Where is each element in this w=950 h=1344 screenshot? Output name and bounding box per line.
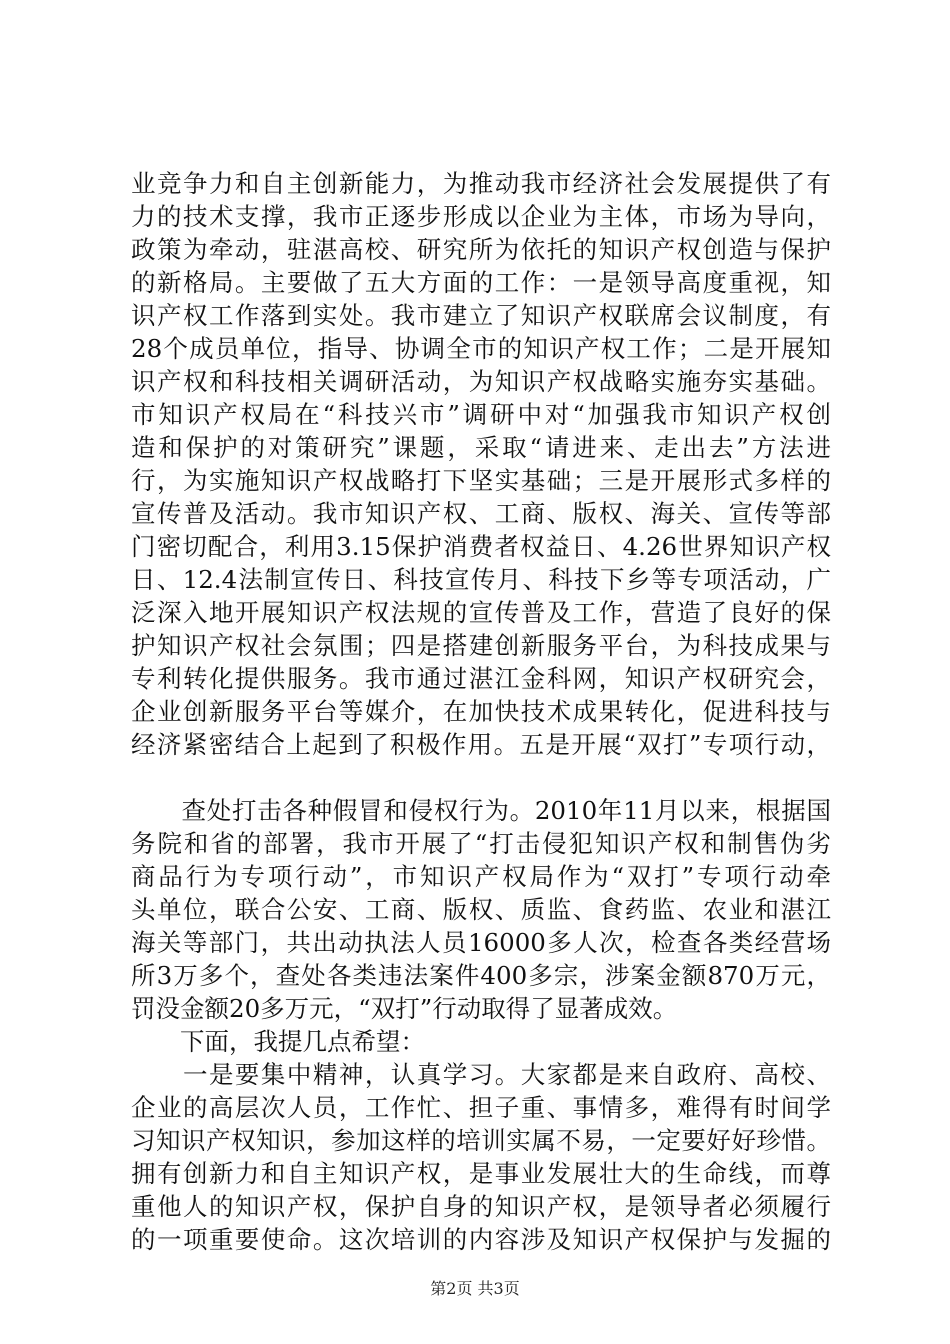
text-line: 力的技术支撑，我市正逐步形成以企业为主体，市场为导向，: [131, 202, 831, 231]
text-line: 下面，我提几点希望：: [131, 1027, 425, 1056]
text-line: 所3万多个，查处各类违法案件400多宗，涉案金额870万元，: [131, 961, 831, 990]
text-line: 日、12.4法制宣传日、科技宣传月、科技下乡等专项活动，广: [131, 565, 831, 594]
text-line: 一是要集中精神，认真学习。大家都是来自政府、高校、: [131, 1060, 831, 1089]
text-line: 企业创新服务平台等媒介，在加快技术成果转化，促进科技与: [131, 697, 831, 726]
text-line: 识产权和科技相关调研活动，为知识产权战略实施夯实基础。: [131, 367, 831, 396]
text-line: 泛深入地开展知识产权法规的宣传普及工作，营造了良好的保: [131, 598, 831, 627]
text-line: 宣传普及活动。我市知识产权、工商、版权、海关、宣传等部: [131, 499, 831, 528]
text-line: 行，为实施知识产权战略打下坚实基础；三是开展形式多样的: [131, 466, 831, 495]
text-line: 企业的高层次人员，工作忙、担子重、事情多，难得有时间学: [131, 1093, 831, 1122]
text-line: 重他人的知识产权，保护自身的知识产权，是领导者必须履行: [131, 1192, 831, 1221]
text-line: 护知识产权社会氛围；四是搭建创新服务平台，为科技成果与: [131, 631, 831, 660]
text-line: 业竞争力和自主创新能力，为推动我市经济社会发展提供了有: [131, 169, 831, 198]
text-line: 海关等部门，共出动执法人员16000多人次，检查各类经营场: [131, 928, 831, 957]
text-line: 习知识产权知识，参加这样的培训实属不易，一定要好好珍惜。: [131, 1126, 831, 1155]
text-line: 的一项重要使命。这次培训的内容涉及知识产权保护与发掘的: [131, 1225, 831, 1254]
page-footer: 第2页 共3页: [430, 1279, 520, 1298]
text-line: 门密切配合，利用3.15保护消费者权益日、4.26世界知识产权: [131, 532, 831, 561]
text-line: 专利转化提供服务。我市通过湛江金科网，知识产权研究会，: [131, 664, 831, 693]
text-line: 商品行为专项行动”，市知识产权局作为“双打”专项行动牵: [131, 862, 831, 891]
text-line: 拥有创新力和自主知识产权，是事业发展壮大的生命线，而尊: [131, 1159, 831, 1188]
text-line: 市知识产权局在“科技兴市”调研中对“加强我市知识产权创: [131, 400, 831, 429]
text-line: 的新格局。主要做了五大方面的工作：一是领导高度重视，知: [131, 268, 831, 297]
text-line: 务院和省的部署，我市开展了“打击侵犯知识产权和制售伪劣: [131, 829, 831, 858]
text-line: 查处打击各种假冒和侵权行为。2010年11月以来，根据国: [131, 796, 831, 825]
text-line: 政策为牵动，驻湛高校、研究所为依托的知识产权创造与保护: [131, 235, 831, 264]
text-line: 识产权工作落到实处。我市建立了知识产权联席会议制度，有: [131, 301, 831, 330]
text-line: 经济紧密结合上起到了积极作用。五是开展“双打”专项行动，: [131, 730, 831, 759]
text-line: 28个成员单位，指导、协调全市的知识产权工作；二是开展知: [131, 334, 831, 363]
text-line: 罚没金额20多万元，“双打”行动取得了显著成效。: [131, 994, 678, 1023]
text-line: 头单位，联合公安、工商、版权、质监、食药监、农业和湛江: [131, 895, 831, 924]
text-line: 造和保护的对策研究”课题，采取“请进来、走出去”方法进: [131, 433, 831, 462]
